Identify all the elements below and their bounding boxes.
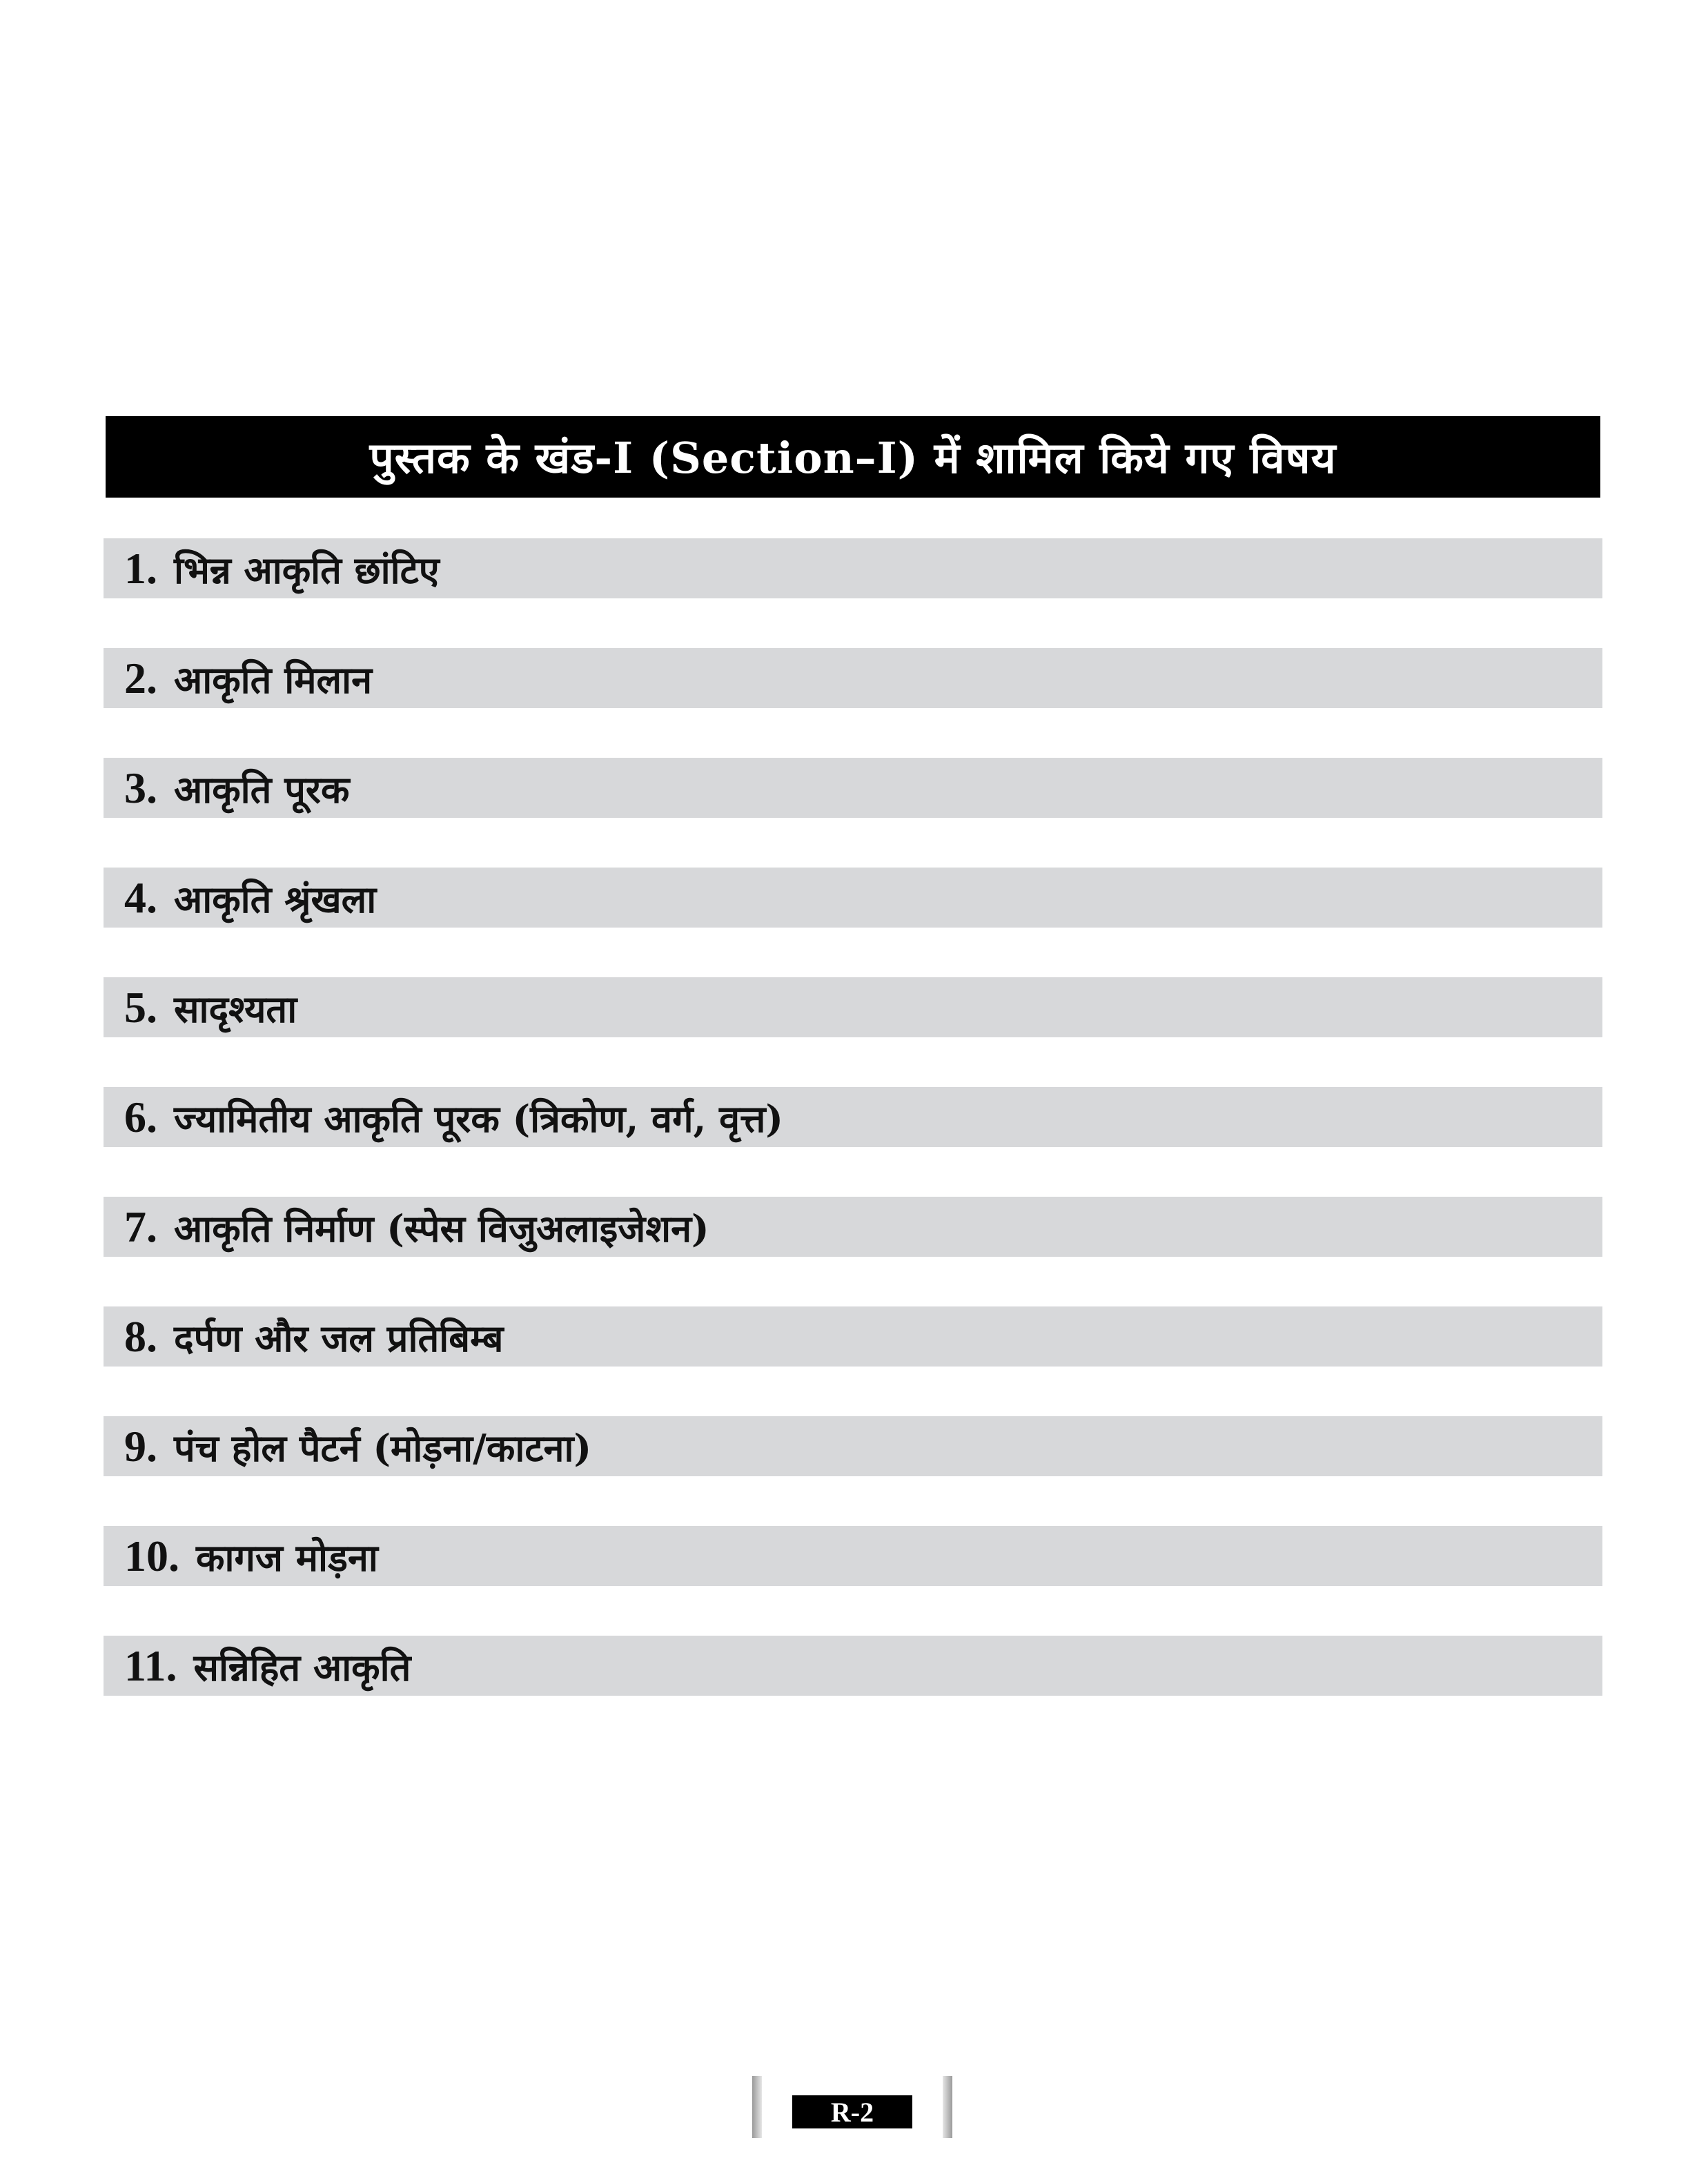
topic-number: 9. <box>124 1421 157 1471</box>
topic-number: 5. <box>124 982 157 1032</box>
topic-item <box>104 1526 1602 1586</box>
topic-number: 1. <box>124 543 157 593</box>
topic-number: 6. <box>124 1092 157 1142</box>
topic-number: 2. <box>124 653 157 703</box>
footer-left-bracket <box>752 2076 762 2138</box>
topic-label: पंच होल पैटर्न (मोड़ना/काटना) <box>174 1425 592 1470</box>
topic-item <box>104 538 1602 598</box>
topic-item <box>104 977 1602 1037</box>
section-header-bar <box>106 416 1600 498</box>
topic-item <box>104 648 1602 708</box>
topic-label: आकृति श्रृंखला <box>174 877 377 921</box>
topic-label: आकृति पूरक <box>174 767 350 812</box>
footer-right-bracket <box>943 2076 952 2138</box>
topic-label: भिन्न आकृति छांटिए <box>174 547 440 592</box>
topic-label: ज्यामितीय आकृति पूरक (त्रिकोण, वर्ग, वृत्त) <box>174 1096 783 1141</box>
topic-item <box>104 758 1602 818</box>
topic-number: 10. <box>124 1531 179 1580</box>
topic-number: 4. <box>124 872 157 922</box>
topic-item <box>104 1306 1602 1367</box>
topic-label: कागज मोड़ना <box>196 1535 378 1580</box>
topic-item <box>104 1197 1602 1257</box>
topic-number: 7. <box>124 1202 157 1251</box>
topic-label: सादृश्यता <box>174 986 297 1031</box>
topic-item <box>104 1416 1602 1476</box>
topic-number: 3. <box>124 763 157 812</box>
topic-label: आकृति निर्माण (स्पेस विजुअलाइजेशन) <box>174 1206 709 1251</box>
topic-item <box>104 1087 1602 1147</box>
topic-label: सन्निहित आकृति <box>193 1645 411 1690</box>
page-number-label: R-2 <box>792 2095 912 2128</box>
topic-item <box>104 868 1602 928</box>
section-title: पुस्तक के खंड-I (Section–I) में शामिल किये गए विषय <box>369 433 1337 483</box>
topic-number: 8. <box>124 1311 157 1361</box>
page-footer <box>752 2076 952 2138</box>
topic-item <box>104 1636 1602 1696</box>
topic-label: आकृति मिलान <box>174 657 373 702</box>
topic-number: 11. <box>124 1641 177 1690</box>
topic-label: दर्पण और जल प्रतिबिम्ब <box>174 1315 504 1360</box>
